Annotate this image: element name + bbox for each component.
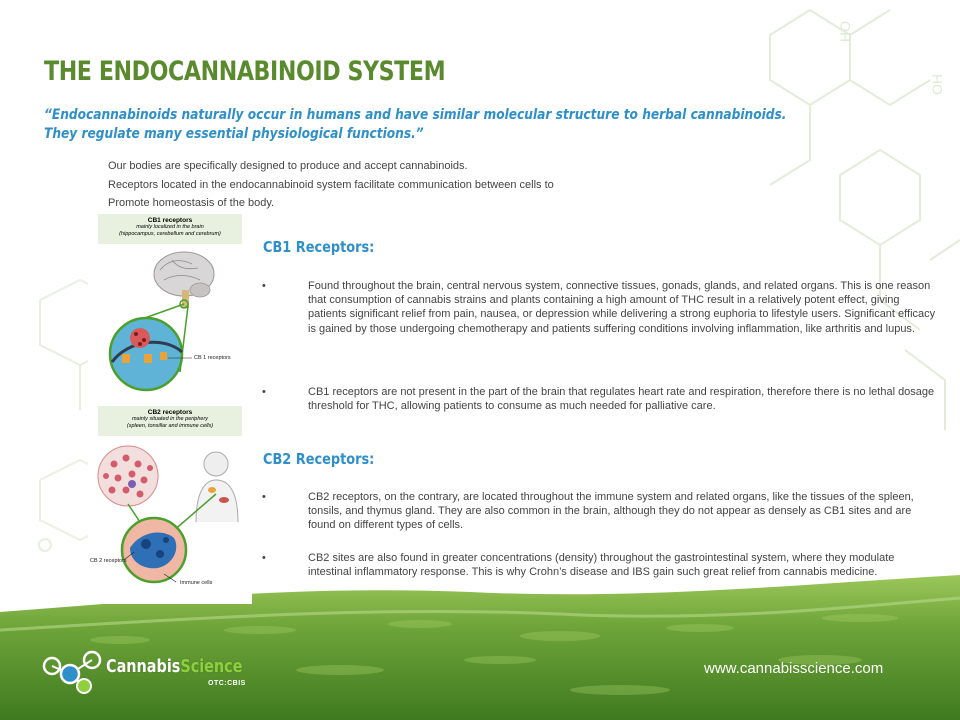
website-link[interactable]: www.cannabisscience.com bbox=[704, 660, 884, 677]
molecule-watermark-right bbox=[770, 10, 960, 430]
cell-zoom-icon bbox=[110, 318, 182, 390]
cb1-bullet-text: Found throughout the brain, central nervous system, connective tissues, gonads, glands, and related organs. This is one reason that consumption of cannabis strains and plants containing a high amount of THC result in a relatively potent effect, giving patients significant relief from pain, nausea, or depression while delivering a strong euphoria to lifestyle users. Significant efficacy is gained by those undergoing chemotherapy and patients suffering conditions involving inflammation, like arthritis and lupus. bbox=[308, 280, 936, 335]
cb2-bullet bbox=[262, 551, 938, 579]
cb1-illustration bbox=[88, 212, 252, 398]
slide-title: THE ENDOCANNABINOID SYSTEM bbox=[44, 56, 446, 87]
cb1-figure-title: CB1 receptors bbox=[147, 217, 193, 224]
logo-ticker: OTC:CBIS bbox=[208, 680, 246, 687]
cb2-bullet-text: CB2 receptors, on the contrary, are located throughout the immune system and related organs, like the tissues of the spleen, tonsils, and thymus gland. They are also common in the brain, although they do not appear as densely as CB1 sites and are found on different types of cells. bbox=[308, 491, 914, 532]
human-body-icon bbox=[196, 452, 238, 522]
cb1-bullet bbox=[262, 385, 938, 413]
cb2-bullet bbox=[262, 490, 938, 533]
cb1-figure-subtitle: mainly localized in the brain bbox=[136, 224, 204, 230]
svg-text:OH: OH bbox=[929, 74, 945, 95]
bullet-marker: • bbox=[262, 491, 266, 503]
immune-cells-label: Immune cells bbox=[180, 580, 213, 586]
cb1-heading: CB1 Receptors: bbox=[263, 238, 375, 256]
cb2-figure bbox=[88, 404, 252, 604]
quote-line-1: “Endocannabinoids naturally occur in humans and have similar molecular structure to herbal cannabinoids. bbox=[44, 107, 787, 123]
cb2-figure-subtitle: mainly situated in the periphery bbox=[131, 416, 209, 422]
quote bbox=[44, 106, 913, 144]
quote-line-2: They regulate many essential physiological functions.” bbox=[44, 126, 424, 142]
bullet-marker: • bbox=[262, 280, 266, 292]
cb1-receptors-label: CB 1 receptors bbox=[194, 355, 231, 361]
bullet-marker: • bbox=[262, 386, 266, 398]
intro-paragraph bbox=[108, 157, 758, 213]
cb1-figure-subtitle: (hippocampus, cerebellum and cerebrum) bbox=[119, 231, 221, 237]
cannabis-science-logo[interactable] bbox=[40, 648, 260, 698]
cb2-figure-title: CB2 receptors bbox=[147, 409, 193, 416]
cb1-bullet-text: CB1 receptors are not present in the part of the brain that regulates heart rate and respiration, therefore there is no lethal dosage threshold for THC, allowing patients to consume as much needed for palliative care. bbox=[308, 386, 935, 413]
molecule-logo-icon bbox=[40, 648, 104, 698]
intro-line: Our bodies are specifically designed to produce and accept cannabinoids. bbox=[108, 160, 468, 172]
cb1-bullet bbox=[262, 279, 938, 336]
cb2-receptors-label: CB 2 receptors bbox=[90, 558, 127, 564]
bullet-marker: • bbox=[262, 552, 266, 564]
logo-name-part1: Cannabis bbox=[106, 656, 181, 677]
cb2-illustration bbox=[88, 404, 252, 604]
intro-line: Promote homeostasis of the body. bbox=[108, 197, 275, 209]
cb2-heading: CB2 Receptors: bbox=[263, 450, 375, 468]
cb2-bullet-text: CB2 sites are also found in greater concentrations (density) throughout the gastrointestinal system, where they modulate intestinal inflammatory response. This is why Crohn’s disease and IBS gain such great relief from cannabis medicine. bbox=[308, 552, 895, 579]
logo-wordmark bbox=[106, 656, 243, 677]
blood-cells-icon bbox=[98, 446, 158, 506]
cb1-figure bbox=[88, 212, 252, 398]
svg-text:HO: HO bbox=[837, 21, 853, 42]
cb2-figure-subtitle: (spleen, tonsillar and immune cells) bbox=[126, 423, 214, 429]
intro-line: Receptors located in the endocannabinoid system facilitate communication between cells to bbox=[108, 178, 554, 191]
immune-cell-zoom-icon bbox=[122, 518, 186, 582]
logo-name-part2: Science bbox=[180, 656, 243, 677]
